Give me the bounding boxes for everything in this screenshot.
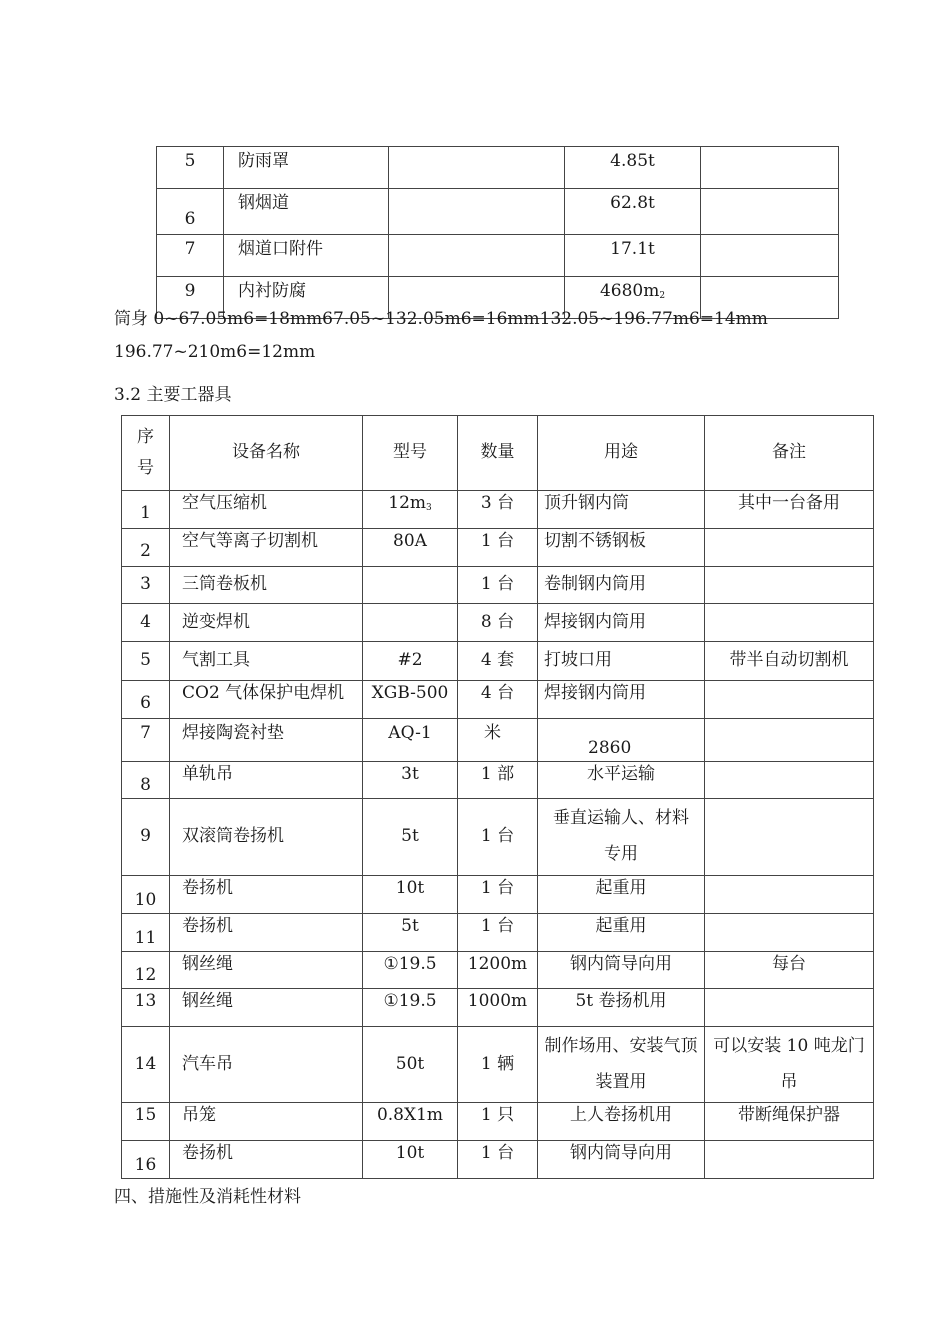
row-model xyxy=(363,604,458,642)
row-use: 制作场用、安装气顶装置用 xyxy=(538,1027,705,1103)
row-qty: 米 xyxy=(458,719,538,762)
row-spec xyxy=(389,189,565,235)
row-use: 焊接钢内筒用 xyxy=(538,681,705,719)
row-use: 打坡口用 xyxy=(538,642,705,681)
row-no: 5 xyxy=(157,147,224,189)
row-name: 防雨罩 xyxy=(224,147,389,189)
row-name: 空气等离子切割机 xyxy=(170,529,363,567)
row-name: 钢烟道 xyxy=(224,189,389,235)
row-note: 每台 xyxy=(705,952,874,989)
row-model: 5t xyxy=(363,914,458,952)
row-use: 焊接钢内筒用 xyxy=(538,604,705,642)
table-row xyxy=(122,1141,874,1179)
row-use: 钢内筒导向用 xyxy=(538,1141,705,1179)
row-use: 起重用 xyxy=(538,914,705,952)
row-note xyxy=(701,189,839,235)
row-note xyxy=(705,762,874,799)
row-qty: 1 台 xyxy=(458,529,538,567)
row-qty: 1 台 xyxy=(458,1141,538,1179)
row-name: 汽车吊 xyxy=(170,1027,363,1103)
row-qty: 1 台 xyxy=(458,567,538,604)
table-row xyxy=(157,147,839,189)
row-note xyxy=(701,235,839,277)
row-qty: 4 台 xyxy=(458,681,538,719)
table-row xyxy=(122,719,874,762)
row-use: 2860 xyxy=(538,719,705,762)
row-note xyxy=(705,876,874,914)
header-name: 设备名称 xyxy=(170,416,363,491)
row-use: 起重用 xyxy=(538,876,705,914)
row-note: 其中一台备用 xyxy=(705,491,874,529)
row-model xyxy=(363,567,458,604)
row-note xyxy=(705,989,874,1027)
tools-table xyxy=(121,415,874,1179)
row-no: 3 xyxy=(122,567,170,604)
row-name: 单轨吊 xyxy=(170,762,363,799)
row-qty: 8 台 xyxy=(458,604,538,642)
row-qty: 62.8t xyxy=(565,189,701,235)
row-name: 三筒卷板机 xyxy=(170,567,363,604)
row-note xyxy=(705,719,874,762)
table-row xyxy=(122,799,874,876)
row-name: 烟道口附件 xyxy=(224,235,389,277)
row-qty: 1 只 xyxy=(458,1103,538,1141)
row-model: #2 xyxy=(363,642,458,681)
row-no: 14 xyxy=(122,1027,170,1103)
row-model: 10t xyxy=(363,876,458,914)
row-no: 2 xyxy=(122,529,170,567)
row-no: 9 xyxy=(157,277,224,319)
material-table xyxy=(156,146,839,319)
row-note xyxy=(705,914,874,952)
row-qty: 4 套 xyxy=(458,642,538,681)
row-qty: 1 台 xyxy=(458,799,538,876)
header-no: 序号 xyxy=(122,416,170,491)
row-name: 双滚筒卷扬机 xyxy=(170,799,363,876)
row-spec xyxy=(389,147,565,189)
row-no: 11 xyxy=(122,914,170,952)
row-use: 钢内筒导向用 xyxy=(538,952,705,989)
row-name: 焊接陶瓷衬垫 xyxy=(170,719,363,762)
row-qty: 1 部 xyxy=(458,762,538,799)
table-row xyxy=(122,1027,874,1103)
row-use: 垂直运输人、材料专用 xyxy=(538,799,705,876)
row-note xyxy=(705,529,874,567)
header-note: 备注 xyxy=(705,416,874,491)
row-name: 吊笼 xyxy=(170,1103,363,1141)
row-note xyxy=(705,1141,874,1179)
row-no: 7 xyxy=(157,235,224,277)
row-no: 9 xyxy=(122,799,170,876)
row-model: 80A xyxy=(363,529,458,567)
row-qty: 1 台 xyxy=(458,876,538,914)
row-use: 5t 卷扬机用 xyxy=(538,989,705,1027)
table-row xyxy=(122,604,874,642)
row-name: 钢丝绳 xyxy=(170,952,363,989)
row-use: 顶升钢内筒 xyxy=(538,491,705,529)
row-name: 气割工具 xyxy=(170,642,363,681)
table-row xyxy=(122,914,874,952)
table-row xyxy=(122,876,874,914)
table-row xyxy=(122,642,874,681)
table-row xyxy=(122,567,874,604)
model-unit-sub: 3 xyxy=(426,503,432,513)
row-model: 0.8X1m xyxy=(363,1103,458,1141)
row-name: 卷扬机 xyxy=(170,914,363,952)
row-note xyxy=(705,567,874,604)
row-no: 10 xyxy=(122,876,170,914)
row-model: ①19.5 xyxy=(363,952,458,989)
qty-value: 4680m xyxy=(599,281,660,301)
row-no: 1 xyxy=(122,491,170,529)
row-no: 16 xyxy=(122,1141,170,1179)
row-model: ①19.5 xyxy=(363,989,458,1027)
section-title: 3.2 主要工器具 xyxy=(114,385,232,405)
row-name: 钢丝绳 xyxy=(170,989,363,1027)
section-4-title: 四、措施性及消耗性材料 xyxy=(114,1187,301,1207)
table-row xyxy=(122,681,874,719)
row-no: 6 xyxy=(157,189,224,235)
row-no: 6 xyxy=(122,681,170,719)
header-use: 用途 xyxy=(538,416,705,491)
row-qty: 1200m xyxy=(458,952,538,989)
row-name: 空气压缩机 xyxy=(170,491,363,529)
table-row xyxy=(122,989,874,1027)
row-model: 3t xyxy=(363,762,458,799)
table-row xyxy=(122,952,874,989)
row-no: 7 xyxy=(122,719,170,762)
row-model: AQ-1 xyxy=(363,719,458,762)
model-value: 12m xyxy=(388,493,427,513)
row-qty: 4.85t xyxy=(565,147,701,189)
table-row xyxy=(122,491,874,529)
para-shell-thickness-cont: 196.77~210m6=12mm xyxy=(114,342,316,362)
qty-unit-sub: 2 xyxy=(659,291,666,301)
row-no: 12 xyxy=(122,952,170,989)
row-name: 逆变焊机 xyxy=(170,604,363,642)
row-model: 10t xyxy=(363,1141,458,1179)
para-shell-thickness: 筒身 0~67.05m6=18mm67.05~132.05m6=16mm132.05~196.77m6=14mm xyxy=(114,309,768,329)
row-qty: 1000m xyxy=(458,989,538,1027)
row-model xyxy=(363,491,458,529)
row-no: 13 xyxy=(122,989,170,1027)
row-no: 4 xyxy=(122,604,170,642)
row-note xyxy=(705,799,874,876)
row-spec xyxy=(389,235,565,277)
row-name: CO2 气体保护电焊机 xyxy=(170,681,363,719)
row-no: 15 xyxy=(122,1103,170,1141)
row-qty: 17.1t xyxy=(565,235,701,277)
row-use: 切割不锈钢板 xyxy=(538,529,705,567)
row-use: 水平运输 xyxy=(538,762,705,799)
row-note xyxy=(705,604,874,642)
table-header-row xyxy=(122,416,874,491)
table-row xyxy=(122,762,874,799)
table-row xyxy=(122,1103,874,1141)
row-name: 内衬防腐 xyxy=(224,277,389,319)
row-note xyxy=(705,681,874,719)
row-model: 50t xyxy=(363,1027,458,1103)
header-qty: 数量 xyxy=(458,416,538,491)
row-note xyxy=(701,147,839,189)
row-qty: 1 台 xyxy=(458,914,538,952)
row-no: 8 xyxy=(122,762,170,799)
row-note: 带半自动切割机 xyxy=(705,642,874,681)
table-row xyxy=(157,235,839,277)
header-model: 型号 xyxy=(363,416,458,491)
row-name: 卷扬机 xyxy=(170,1141,363,1179)
row-name: 卷扬机 xyxy=(170,876,363,914)
row-no: 5 xyxy=(122,642,170,681)
row-model: 5t xyxy=(363,799,458,876)
table-row xyxy=(122,529,874,567)
row-qty: 3 台 xyxy=(458,491,538,529)
row-qty: 1 辆 xyxy=(458,1027,538,1103)
row-model: XGB-500 xyxy=(363,681,458,719)
row-use: 上人卷扬机用 xyxy=(538,1103,705,1141)
row-note: 带断绳保护器 xyxy=(705,1103,874,1141)
table-row xyxy=(157,189,839,235)
row-note: 可以安装 10 吨龙门吊 xyxy=(705,1027,874,1103)
row-use: 卷制钢内筒用 xyxy=(538,567,705,604)
